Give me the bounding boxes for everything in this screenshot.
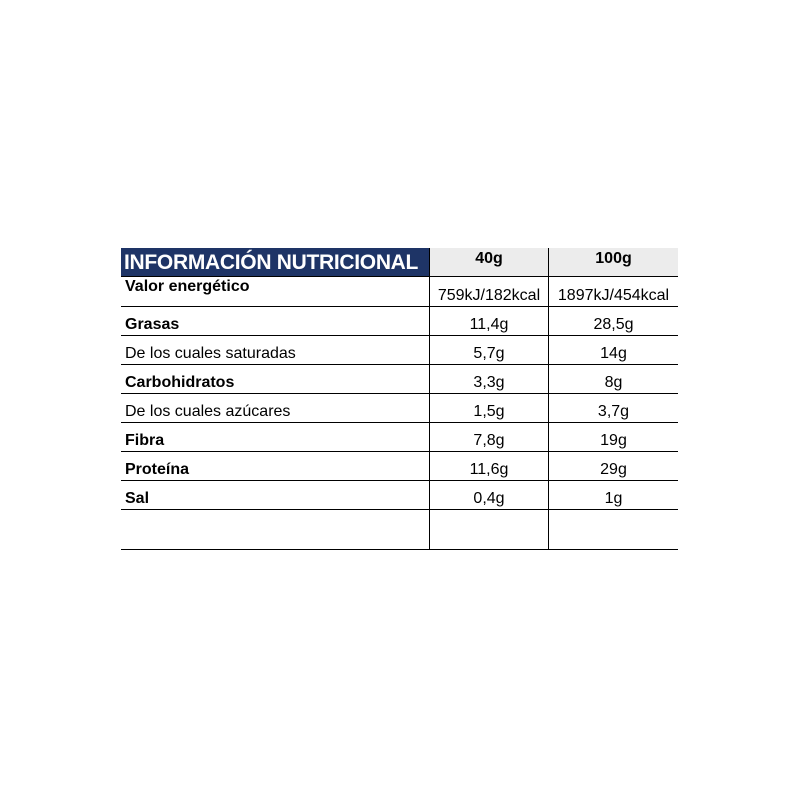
empty-cell <box>121 510 429 549</box>
row-value-100g: 19g <box>548 423 678 451</box>
row-value-100g: 3,7g <box>548 394 678 422</box>
row-value-40g: 7,8g <box>429 423 548 451</box>
row-value-40g: 0,4g <box>429 481 548 509</box>
table-row-empty <box>121 510 678 550</box>
row-value-100g: 28,5g <box>548 307 678 335</box>
row-label: De los cuales azúcares <box>125 403 291 420</box>
row-value-40g: 5,7g <box>429 336 548 364</box>
row-value-40g: 11,4g <box>429 307 548 335</box>
row-value-100g: 14g <box>548 336 678 364</box>
row-label: Fibra <box>125 432 165 449</box>
row-label: Proteína <box>125 461 190 478</box>
row-value-40g: 3,3g <box>429 365 548 393</box>
table-title: INFORMACIÓN NUTRICIONAL <box>121 248 429 276</box>
empty-cell <box>548 510 678 549</box>
row-value-100g: 8g <box>548 365 678 393</box>
row-value-40g: 1,5g <box>429 394 548 422</box>
row-label: Valor energético <box>125 278 250 295</box>
column-header-100g: 100g <box>548 248 678 276</box>
row-label: Sal <box>125 490 150 507</box>
table-row-fats <box>121 307 678 336</box>
row-value-100g: 1g <box>548 481 678 509</box>
column-header-40g: 40g <box>429 248 548 276</box>
row-label: De los cuales saturadas <box>125 345 296 362</box>
table-row-sugars <box>121 394 678 423</box>
row-value-100g: 29g <box>548 452 678 480</box>
table-row-energy <box>121 277 678 307</box>
row-value-100g: 1897kJ/454kcal <box>548 277 678 306</box>
row-value-40g: 759kJ/182kcal <box>429 277 548 306</box>
table-row-fiber <box>121 423 678 452</box>
table-row-protein <box>121 452 678 481</box>
table-row-salt <box>121 481 678 510</box>
empty-cell <box>429 510 548 549</box>
row-label: Grasas <box>125 316 180 333</box>
row-label: Carbohidratos <box>125 374 235 391</box>
row-value-40g: 11,6g <box>429 452 548 480</box>
table-row-carbohydrates <box>121 365 678 394</box>
nutrition-table <box>121 248 678 550</box>
table-header-row <box>121 248 678 277</box>
table-row-saturated <box>121 336 678 365</box>
